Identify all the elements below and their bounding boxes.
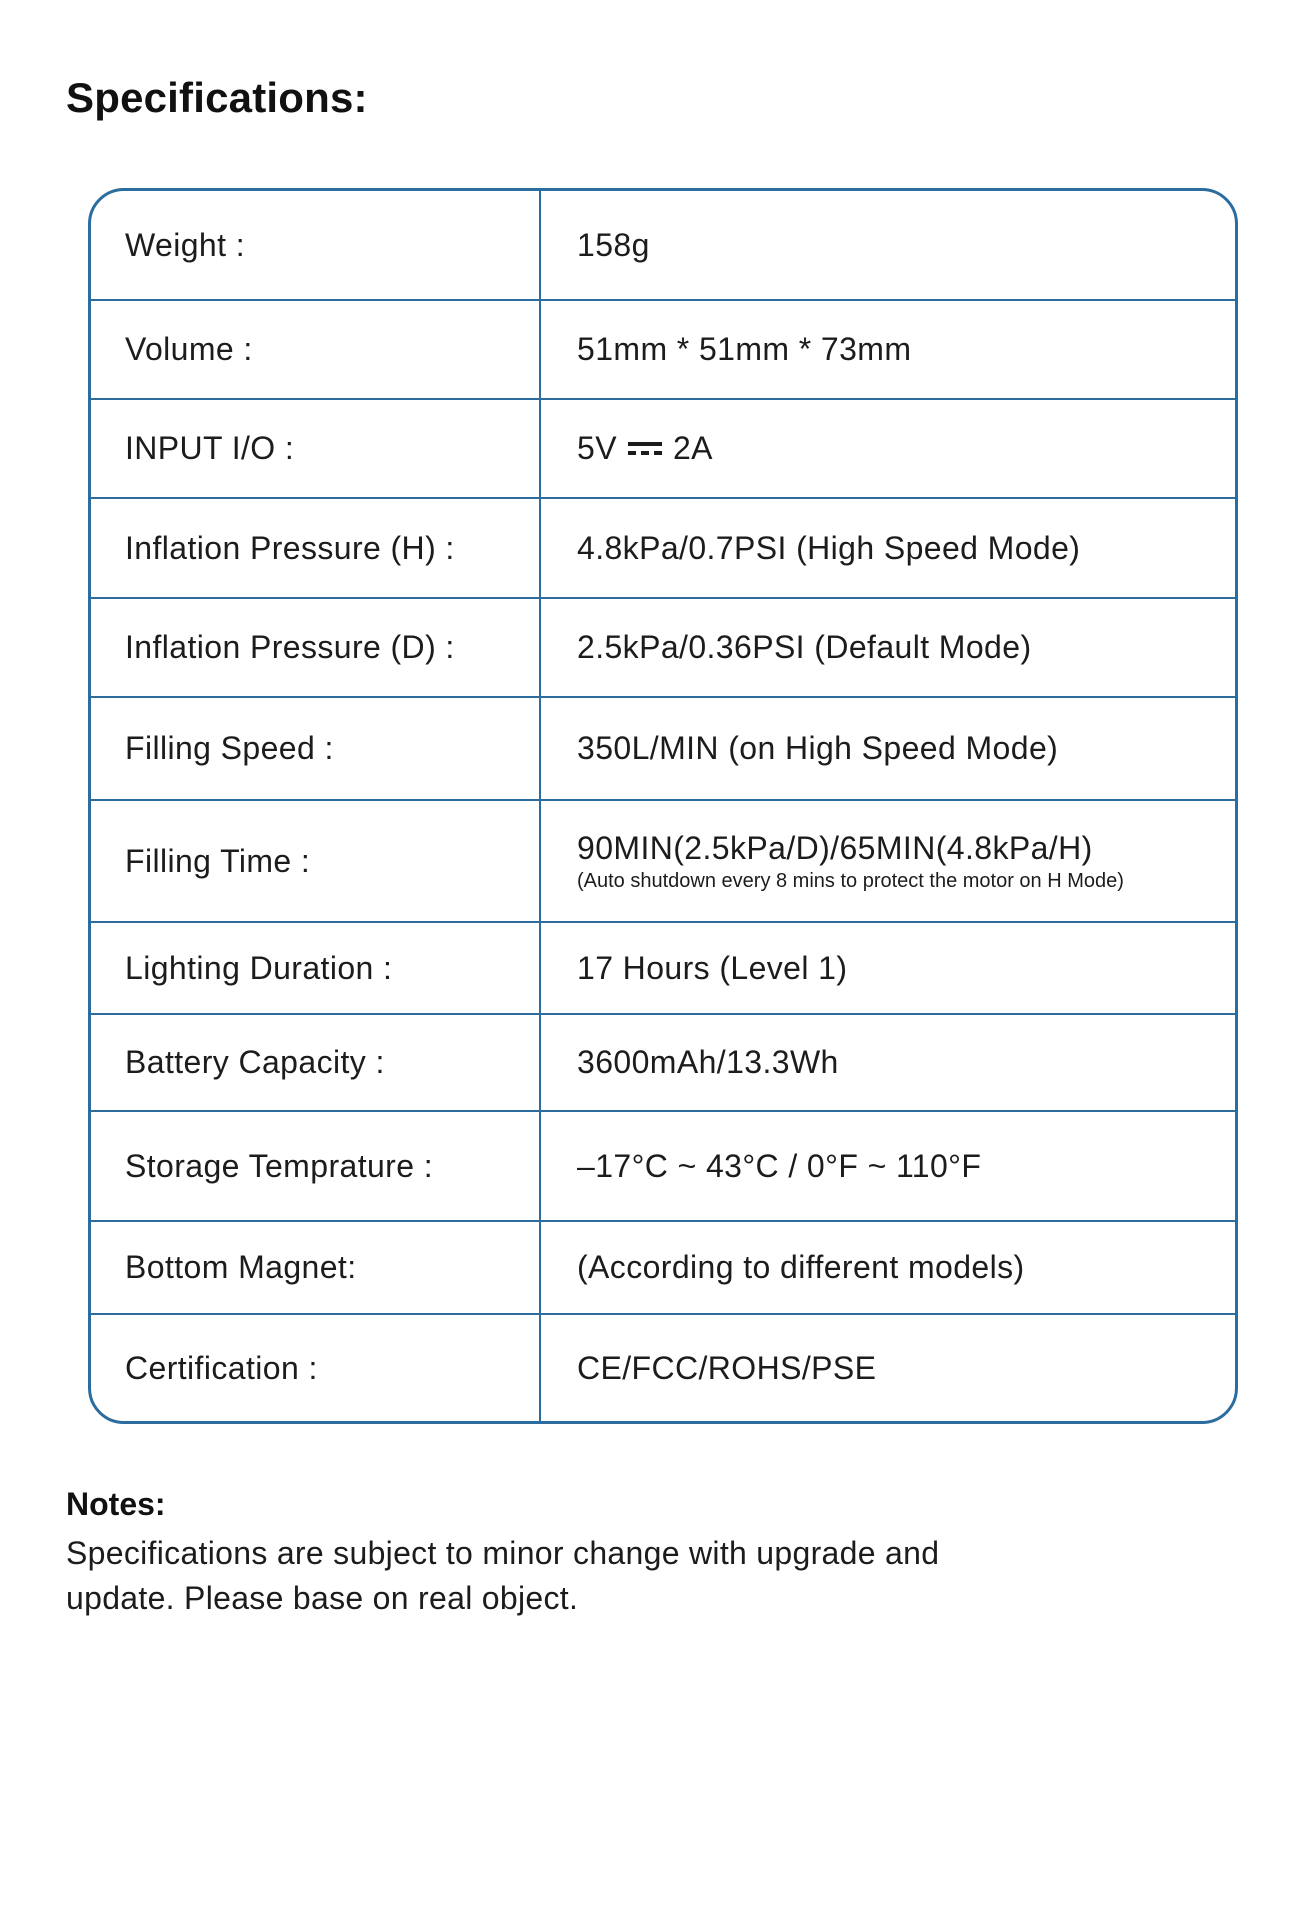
spec-value: 4.8kPa/0.7PSI (High Speed Mode) — [577, 529, 1081, 566]
spec-value: 2.5kPa/0.36PSI (Default Mode) — [577, 629, 1032, 665]
notes-section — [66, 1486, 1006, 1621]
spec-row-weight — [91, 191, 1235, 299]
spec-row-inflation-pressure-d — [91, 597, 1235, 696]
spec-label: Bottom Magnet: — [91, 1222, 541, 1313]
spec-label: Inflation Pressure (D) : — [91, 599, 541, 696]
notes-heading: Notes: — [66, 1486, 166, 1522]
spec-label: Filling Time : — [91, 801, 541, 921]
dc-voltage-value: 5V — [577, 430, 617, 466]
spec-label: Certification : — [91, 1315, 541, 1421]
spec-value: 158g — [577, 226, 650, 263]
spec-value: (According to different models) — [577, 1249, 1025, 1285]
notes-body: Specifications are subject to minor change with upgrade and update. Please base on real object. — [66, 1535, 940, 1616]
spec-row-battery-capacity — [91, 1013, 1235, 1110]
spec-label: Inflation Pressure (H) : — [91, 499, 541, 597]
spec-label: Battery Capacity : — [91, 1015, 541, 1110]
page-title: Specifications: — [66, 74, 368, 122]
spec-row-inflation-pressure-h — [91, 497, 1235, 597]
spec-label: Lighting Duration : — [91, 923, 541, 1013]
spec-row-volume — [91, 299, 1235, 398]
spec-label: Volume : — [91, 301, 541, 398]
specifications-table — [88, 188, 1238, 1424]
spec-value: –17°C ~ 43°C / 0°F ~ 110°F — [577, 1147, 982, 1184]
spec-row-filling-speed — [91, 696, 1235, 799]
dc-amperage-value: 2A — [672, 430, 713, 466]
spec-row-input-io — [91, 398, 1235, 497]
spec-value: CE/FCC/ROHS/PSE — [577, 1349, 877, 1386]
spec-value: 51mm * 51mm * 73mm — [577, 331, 912, 367]
spec-value-note: (Auto shutdown every 8 mins to protect the motor on H Mode) — [577, 869, 1124, 892]
spec-row-certification — [91, 1313, 1235, 1421]
spec-value: 350L/MIN (on High Speed Mode) — [577, 730, 1059, 766]
spec-row-bottom-magnet — [91, 1220, 1235, 1313]
spec-value: 3600mAh/13.3Wh — [577, 1044, 839, 1080]
spec-row-filling-time — [91, 799, 1235, 921]
spec-label: Storage Temprature : — [91, 1112, 541, 1220]
spec-value: 17 Hours (Level 1) — [577, 949, 848, 986]
spec-label: Weight : — [91, 191, 541, 299]
spec-label: INPUT I/O : — [91, 400, 541, 497]
spec-row-storage-temperature — [91, 1110, 1235, 1220]
spec-value: 90MIN(2.5kPa/D)/65MIN(4.8kPa/H) — [577, 829, 1093, 866]
spec-row-lighting-duration — [91, 921, 1235, 1013]
spec-value — [577, 430, 1225, 467]
dc-current-icon — [628, 441, 662, 456]
spec-label: Filling Speed : — [91, 698, 541, 799]
